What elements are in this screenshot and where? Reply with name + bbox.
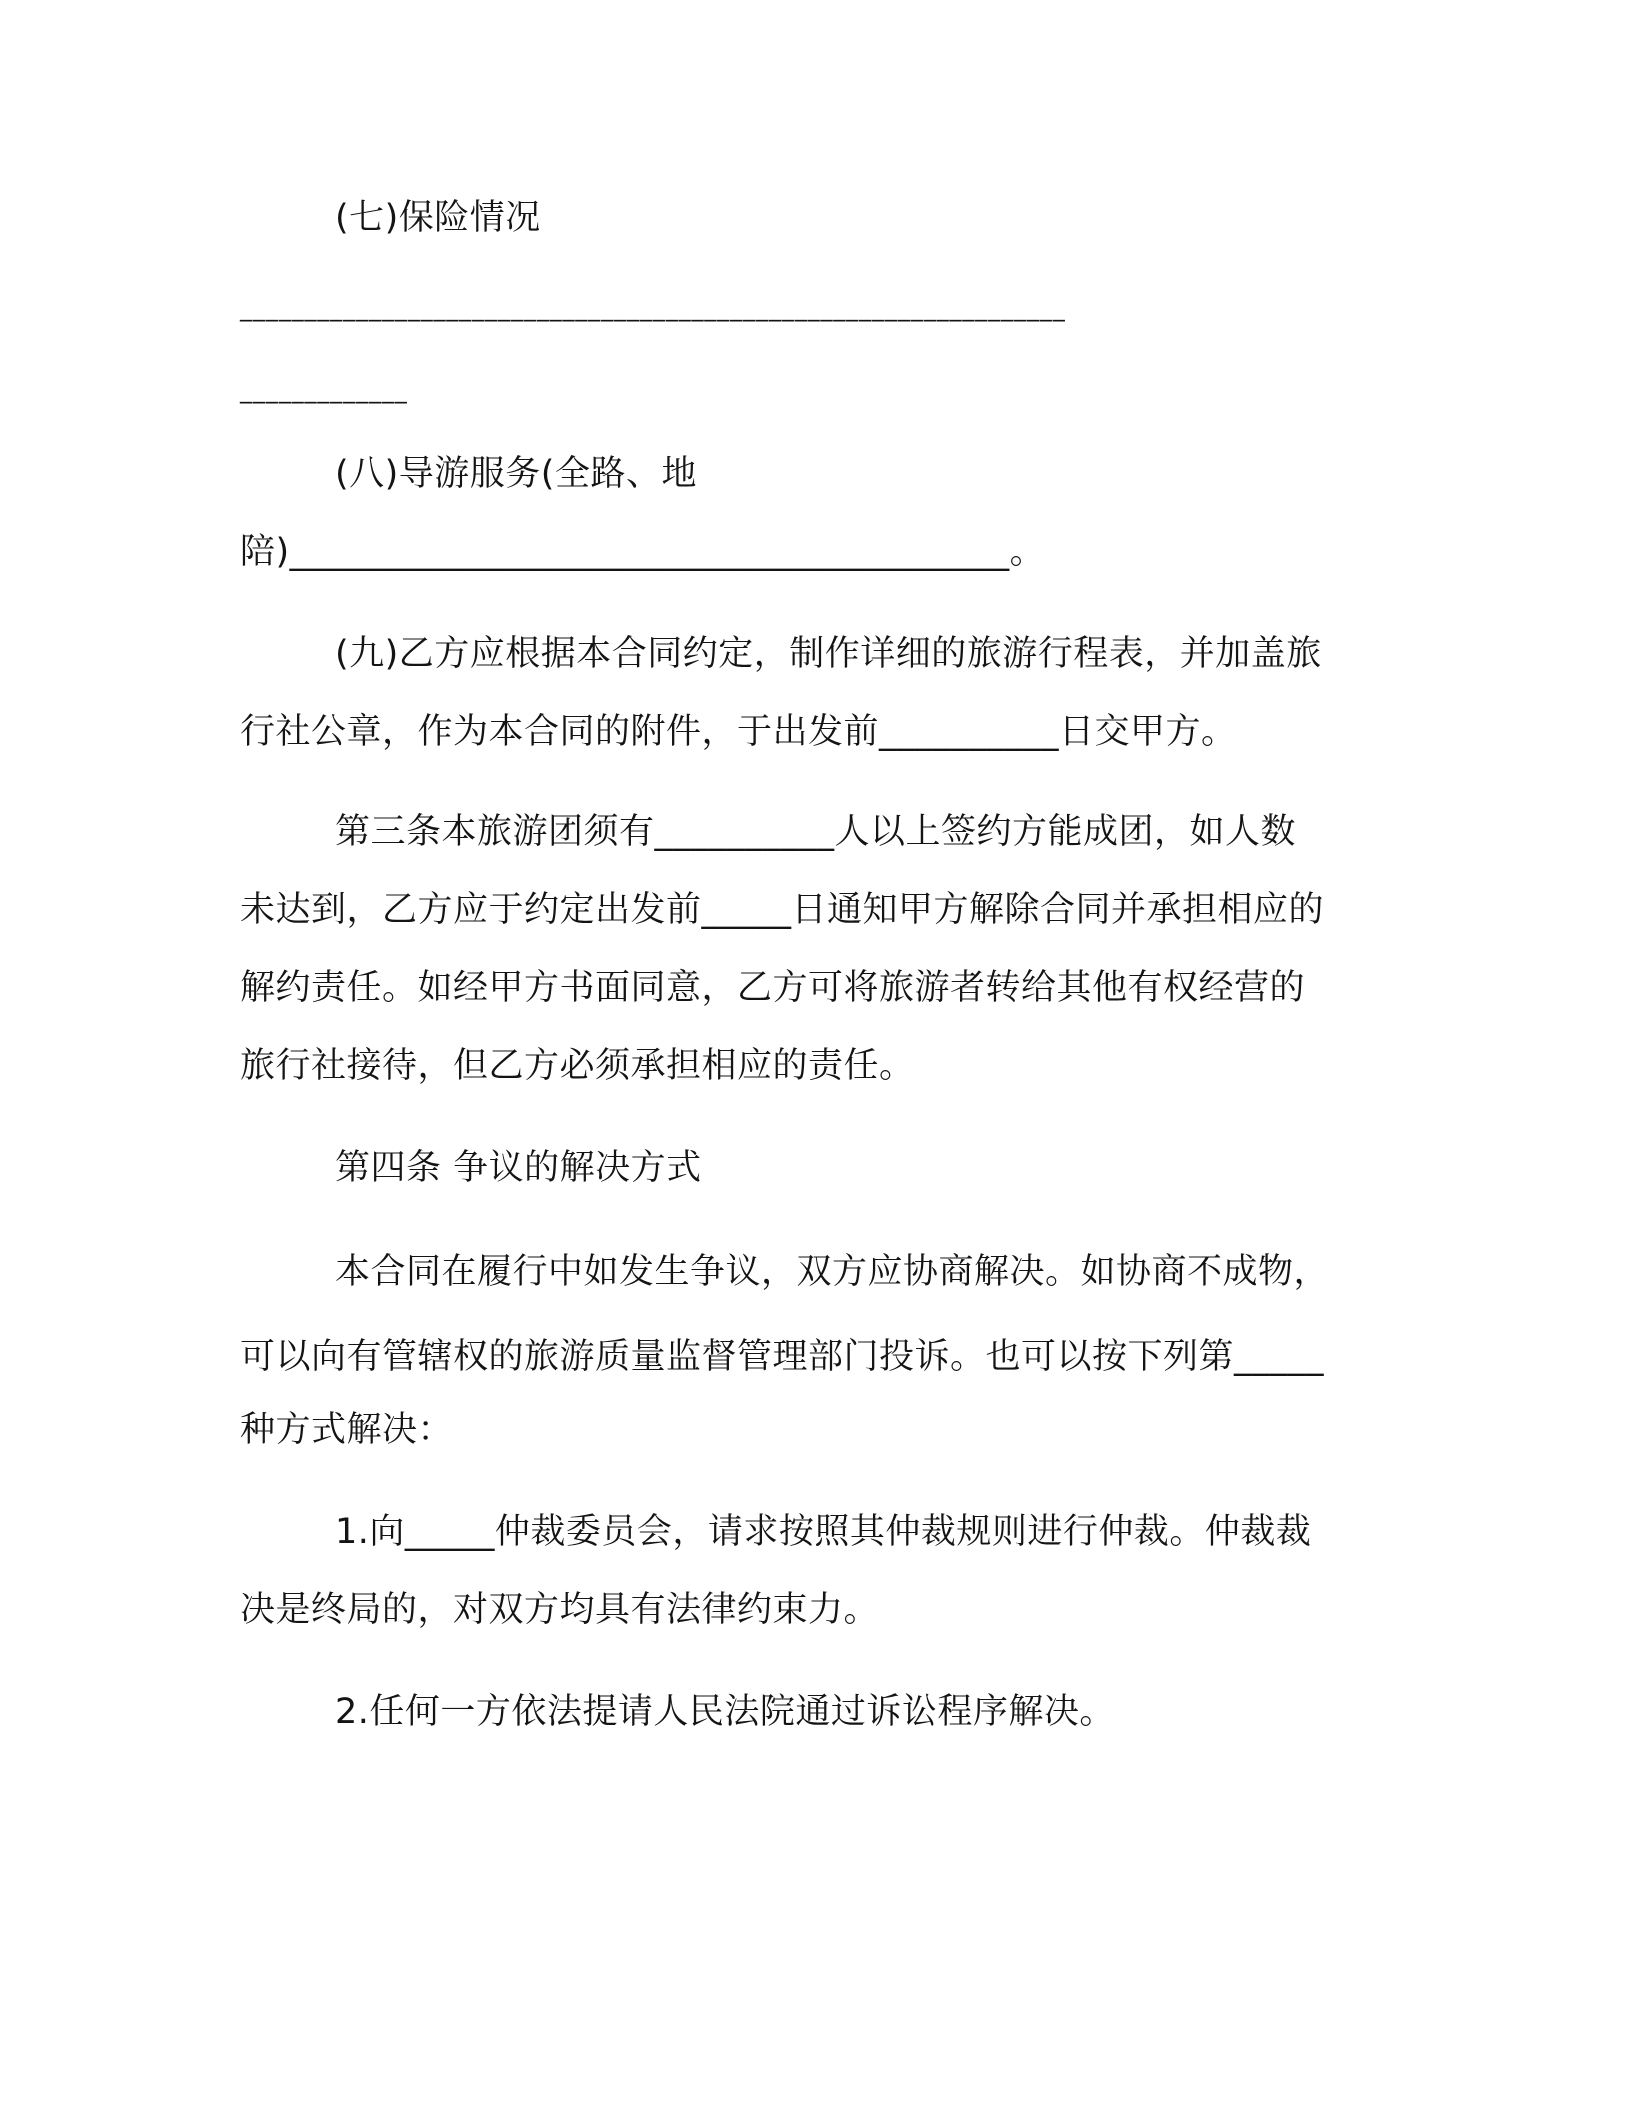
article-4-para-line-3: 种方式解决： (240, 1410, 454, 1450)
article-3-line-3: 解约责任。如经甲方书面同意，乙方可将旅游者转给其他有权经营的 (240, 968, 1306, 1008)
item-7-heading: (七)保险情况 (335, 198, 541, 238)
article-4-para-line-2: 可以向有管辖权的旅游质量监督管理部门投诉。也可以按下列第_____ (240, 1337, 1325, 1377)
item-9-line-1: (九)乙方应根据本合同约定，制作详细的旅游行程表，并加盖旅 (335, 634, 1322, 674)
item-9-line-2: 行社公章，作为本合同的附件，于出发前__________日交甲方。 (240, 712, 1237, 752)
article-4-heading: 第四条 争议的解决方式 (335, 1148, 702, 1188)
option-2: 2.任何一方依法提请人民法院通过诉讼程序解决。 (335, 1692, 1115, 1732)
article-3-line-2: 未达到，乙方应于约定出发前_____日通知甲方解除合同并承担相应的 (240, 890, 1325, 930)
article-3-line-4: 旅行社接待，但乙方必须承担相应的责任。 (240, 1046, 915, 1086)
option-1-line-2: 决是终局的，对双方均具有法律约束力。 (240, 1590, 880, 1630)
article-3-line-1: 第三条本旅游团须有__________人以上签约方能成团，如人数 (335, 812, 1297, 852)
article-4-para-line-1: 本合同在履行中如发生争议，双方应协商解决。如协商不成物， (335, 1252, 1330, 1292)
item-8-blank: 陪)________________________________________。 (240, 532, 1046, 572)
blank-line-1: ________________________________________________________________ (240, 294, 1066, 322)
blank-line-2: _____________ (240, 376, 408, 404)
option-1-line-1: 1.向_____仲裁委员会，请求按照其仲裁规则进行仲裁。仲裁裁 (335, 1512, 1312, 1552)
item-8-heading: (八)导游服务(全路、地 (335, 454, 697, 494)
